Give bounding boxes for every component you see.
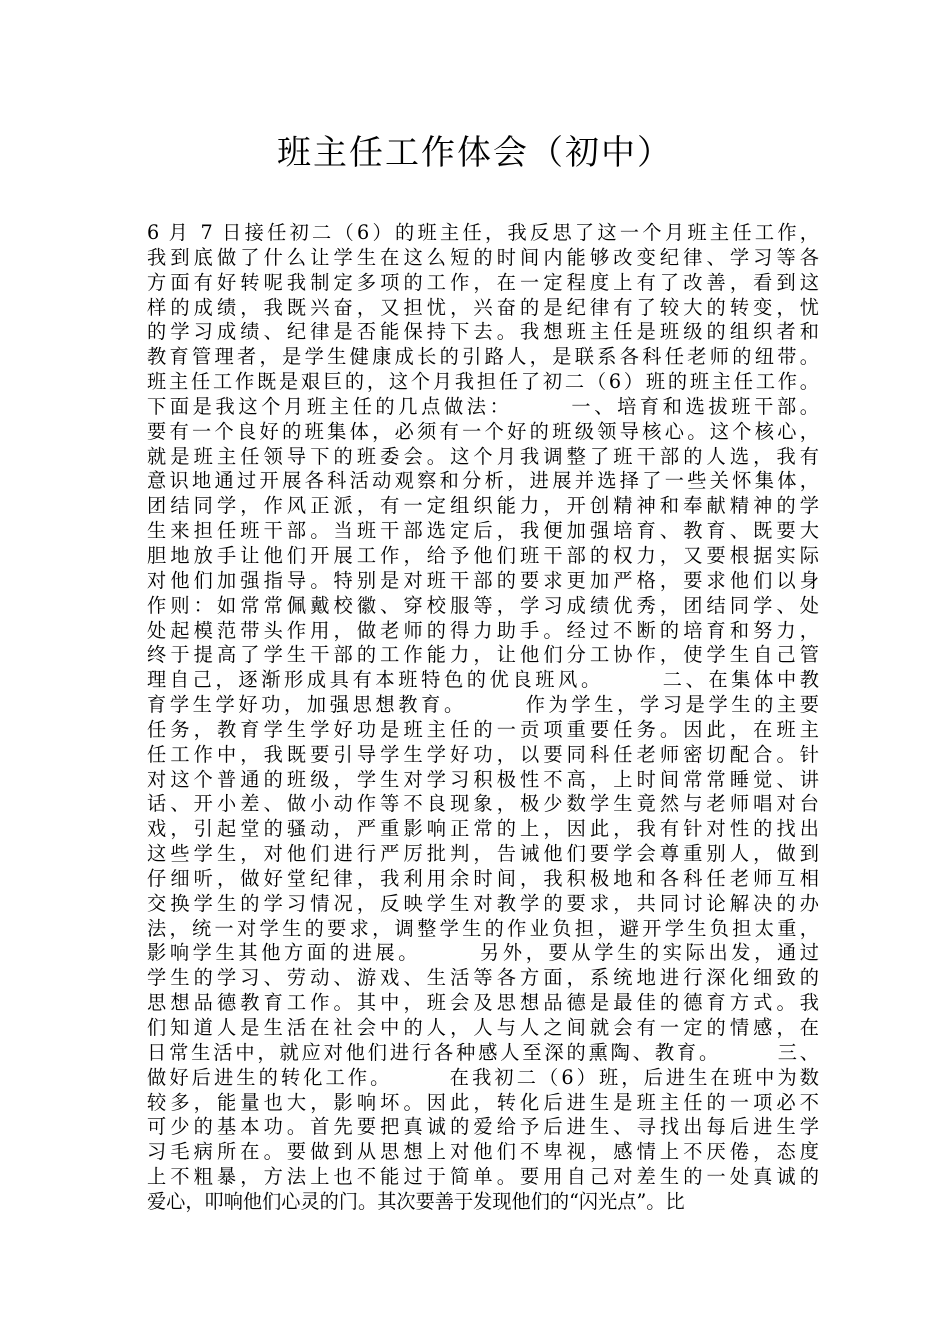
body-line: 习毛病所在。要做到从思想上对他们不卑视，感情上不厌倦，态度	[147, 1140, 819, 1164]
body-line: 胆地放手让他们开展工作，给予他们班干部的权力，又要根据实际	[147, 543, 819, 567]
body-line: 仔细听，做好堂纪律，我利用余时间，我积极地和各科任老师互相	[147, 866, 819, 890]
body-line: 教育管理者，是学生健康成长的引路人，是联系各科任老师的纽带。	[147, 345, 819, 369]
document-title: 班主任工作体会（初中）	[277, 133, 673, 173]
body-line: 思想品德教育工作。其中，班会及思想品德是最佳的德育方式。我	[147, 991, 819, 1015]
body-line: 较多，能量也大，影响坏。因此，转化后进生是班主任的一项必不	[147, 1090, 819, 1114]
body-line: 意识地通过开展各科活动观察和分析，进展并选择了一些关怀集体，	[147, 469, 819, 493]
body-line: 这些学生，对他们进行严厉批判，告诫他们要学会尊重别人，做到	[147, 842, 819, 866]
body-line: 处起模范带头作用，做老师的得力助手。经过不断的培育和努力，	[147, 618, 819, 642]
body-line: 可少的基本功。首先要把真诚的爱给予后进生、寻找出每后进生学	[147, 1115, 819, 1139]
body-line: 爱心，叩响他们心灵的门。其次要善于发现他们的“闪光点”。比	[147, 1189, 685, 1213]
body-line: 就是班主任领导下的班委会。这个月我调整了班干部的人选，我有	[147, 444, 819, 468]
body-line: 任务，教育学生学好功是班主任的一贡项重要任务。因此，在班主	[147, 717, 819, 741]
body-line: 对这个普通的班级，学生对学习积极性不高，上时间常常睡觉、讲	[147, 767, 819, 791]
body-line: 班主任工作既是艰巨的，这个月我担任了初二（6）班的班主任工作。	[147, 370, 819, 394]
body-line: 样的成绩，我既兴奋，又担忧，兴奋的是纪律有了较大的转变，忧	[147, 295, 819, 319]
body-line: 生来担任班干部。当班干部选定后，我便加强培育、教育、既要大	[147, 519, 819, 543]
document-body	[147, 221, 819, 1215]
body-line: 要有一个良好的班集体，必须有一个好的班级领导核心。这个核心，	[147, 419, 819, 443]
body-line: 上不粗暴，方法上也不能过于简单。要用自己对差生的一处真诚的	[147, 1165, 819, 1189]
body-line: 做好后进生的转化工作。 在我初二（6）班，后进生在班中为数	[147, 1065, 819, 1089]
body-line: 的学习成绩、纪律是否能保持下去。我想班主任是班级的组织者和	[147, 320, 819, 344]
body-line: 团结同学，作风正派，有一定组织能力，开创精神和奉献精神的学	[147, 494, 819, 518]
body-line: 交换学生的学习情况，反映学生对教学的要求，共同讨论解决的办	[147, 891, 819, 915]
body-line: 戏，引起堂的骚动，严重影响正常的上，因此，我有针对性的找出	[147, 817, 819, 841]
body-line: 任工作中，我既要引导学生学好功，以要同科任老师密切配合。针	[147, 742, 819, 766]
body-line: 理自己，逐渐形成具有本班特色的优良班风。 二、在集体中教	[147, 668, 819, 692]
body-line: 学生的学习、劳动、游戏、生活等各方面，系统地进行深化细致的	[147, 966, 819, 990]
body-line: 下面是我这个月班主任的几点做法： 一、培育和选拔班干部。	[147, 394, 819, 418]
body-line: 作则：如常常佩戴校徽、穿校服等，学习成绩优秀，团结同学、处	[147, 593, 819, 617]
body-line: 影响学生其他方面的进展。 另外，要从学生的实际出发，通过	[147, 941, 819, 965]
body-line: 法，统一对学生的要求，调整学生的作业负担，避开学生负担太重，	[147, 916, 819, 940]
body-line: 日常生活中，就应对他们进行各种感人至深的熏陶、教育。 三、	[147, 1040, 819, 1064]
body-line: 话、开小差、做小动作等不良现象，极少数学生竟然与老师唱对台	[147, 792, 819, 816]
body-line: 终于提高了学生干部的工作能力，让他们分工协作，使学生自己管	[147, 643, 819, 667]
body-line: 6 月 7 日接任初二（6）的班主任，我反思了这一个月班主任工作，	[147, 221, 819, 244]
body-line: 我到底做了什么让学生在这么短的时间内能够改变纪律、学习等各	[147, 245, 819, 269]
body-line: 育学生学好功，加强思想教育。 作为学生，学习是学生的主要	[147, 693, 819, 717]
body-line: 对他们加强指导。特别是对班干部的要求更加严格，要求他们以身	[147, 568, 819, 592]
body-line: 方面有好转呢我制定多项的工作，在一定程度上有了改善，看到这	[147, 270, 819, 294]
body-line: 们知道人是生活在社会中的人，人与人之间就会有一定的情感，在	[147, 1016, 819, 1039]
